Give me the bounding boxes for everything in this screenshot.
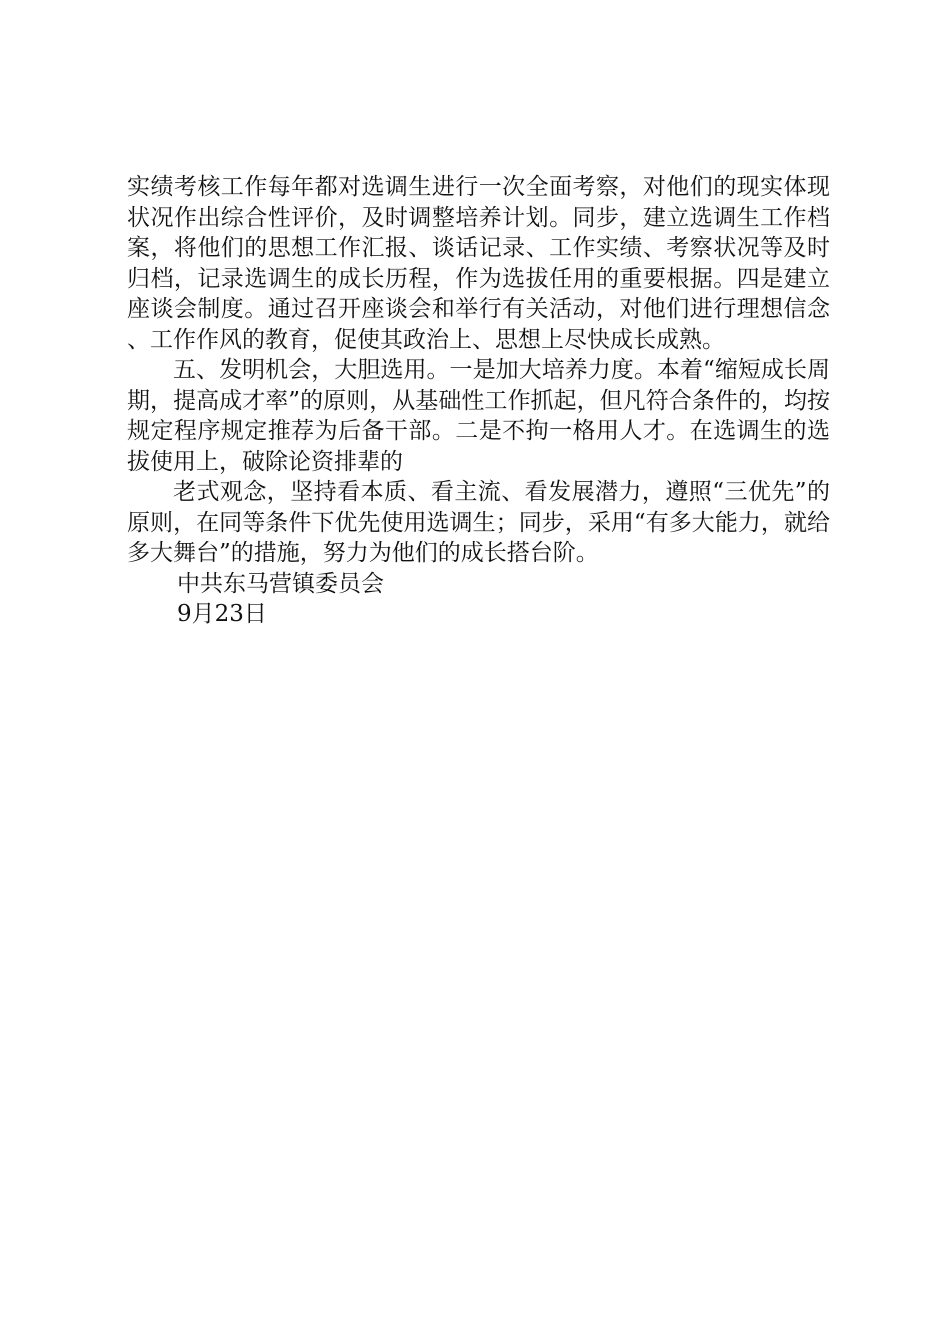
paragraph-3: 老式观念，坚持看本质、看主流、看发展潜力，遵照“三优先”的原则，在同等条件下优先使用选调生；同步，采用“有多大能力，就给多大舞台”的措施，努力为他们的成长搭台阶。 bbox=[127, 479, 830, 566]
signature-date: 9月23日 bbox=[177, 601, 267, 627]
signature-organization: 中共东马营镇委员会 bbox=[177, 570, 384, 597]
paragraph-2: 五、发明机会，大胆选用。一是加大培养力度。本着“缩短成长周期，提高成才率”的原则，从基础性工作抓起，但凡符合条件的，均按规定程序规定推荐为后备干部。二是不拘一格用人才。在选调生的选拔使用上，破除论资排辈的 bbox=[127, 357, 830, 475]
document-body bbox=[127, 172, 830, 630]
paragraph-1: 实绩考核工作每年都对选调生进行一次全面考察，对他们的现实体现状况作出综合性评价，及时调整培养计划。同步，建立选调生工作档案，将他们的思想工作汇报、谈话记录、工作实绩、考察状况等及时归档，记录选调生的成长历程，作为选拔任用的重要根据。四是建立座谈会制度。通过召开座谈会和举行有关活动，对他们进行理想信念、工作作风的教育，促使其政治上、思想上尽快成长成熟。 bbox=[127, 174, 830, 353]
